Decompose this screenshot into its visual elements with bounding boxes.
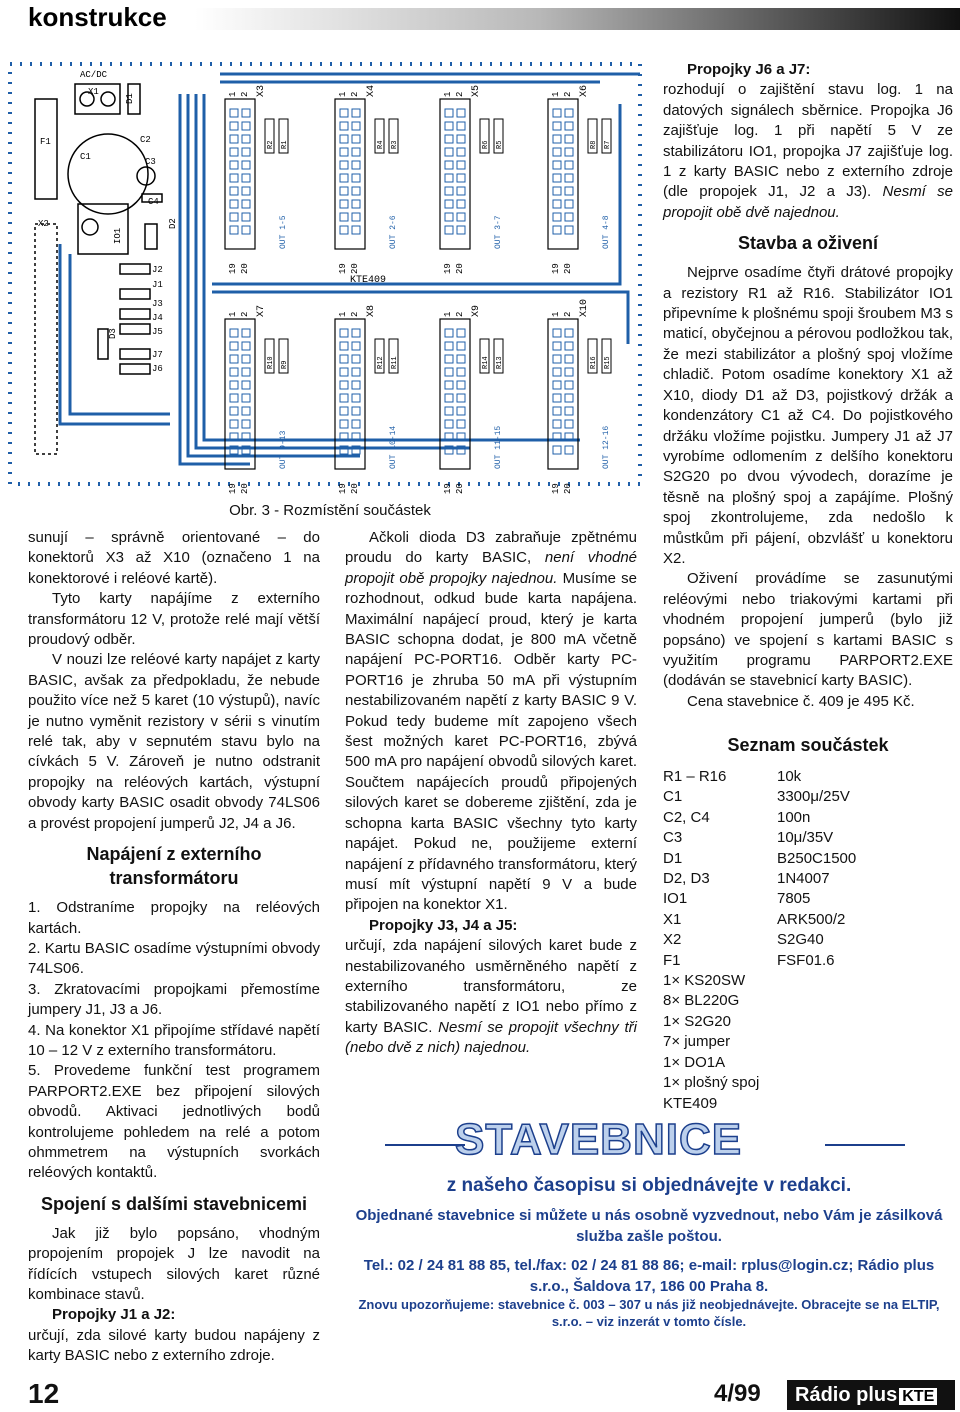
resistor-label: R1	[281, 140, 289, 149]
output-label: OUT 3-7	[494, 215, 503, 249]
subheading: Spojení s dalšími stavebnicemi	[40, 1193, 308, 1214]
step-5: 5. Provedeme funkční test programem PARPORT2.EXE bez připojení silových obvodů. Aktivaci jednotlivých bodů kontrolujeme pohledem na relé a potom ohmmetrem na výstupních svorkách reléových kontaktů.	[28, 1062, 320, 1182]
price-line: Cena stavebnice č. 409 je 495 Kč.	[687, 692, 915, 710]
figure-caption: Obr. 3 - Rozmístění součástek	[229, 502, 431, 519]
parts-row	[663, 767, 953, 787]
pin-label: 1	[551, 311, 561, 317]
connector-group	[225, 85, 612, 494]
step-4: 4. Na konektor X1 připojíme střídavé napětí 10 – 12 V z externího transformátoru.	[28, 1021, 320, 1059]
output-label: OUT 9-13	[279, 430, 288, 469]
subheading: Stavba a oživení	[737, 233, 879, 254]
pin-label: 19	[443, 483, 453, 494]
output-label: OUT 1-5	[279, 215, 288, 249]
part-ref: R1 – R16	[663, 768, 727, 785]
pin-label: 1	[443, 91, 453, 97]
parts-row	[663, 869, 953, 889]
connector-x4	[335, 85, 399, 274]
label-x1: X1	[88, 87, 99, 97]
decor-line	[825, 1144, 905, 1146]
connector-name: X4	[366, 84, 377, 97]
part-value: 100n	[777, 808, 811, 826]
resistor-label: R4	[377, 140, 385, 149]
connector-name: X5	[471, 84, 482, 97]
paragraph: určují, zda silové karty budou napájeny z karty BASIC nebo z externího zdroje.	[28, 1326, 320, 1365]
step-1: 1. Odstraníme propojky na reléových kartách.	[28, 899, 320, 937]
label-j6: J6	[152, 364, 163, 374]
part-ref: F1	[663, 951, 681, 969]
connector-name: X8	[366, 304, 377, 317]
parts-row	[663, 1073, 953, 1114]
parts-row	[663, 951, 953, 971]
pin-label: 1	[338, 311, 348, 317]
resistor-label: R13	[496, 356, 504, 369]
pin-label: 1	[228, 311, 238, 317]
resistor-label: R10	[267, 356, 275, 369]
column-2	[345, 528, 637, 1059]
stavebnice-promo	[345, 1110, 953, 1332]
pin-label: 2	[563, 311, 573, 317]
label-d3: D3	[108, 328, 118, 339]
resistor-label: R7	[604, 140, 612, 149]
resistor-label: R6	[482, 140, 490, 149]
pin-label: 1	[228, 91, 238, 97]
paragraph: Tyto karty napájíme z externího transformátoru 12 V, protože relé mají větší proudový odběr.	[28, 590, 320, 649]
promo-notice: Znovu upozorňujeme: stavebnice č. 003 – 307 u nás již neobjednávejte. Obracejte se na ELTIP, s.r.o. – viz inzerát v tomto čísle.	[358, 1297, 940, 1329]
promo-line-1: z našeho časopisu si objednávejte v redakci.	[446, 1175, 852, 1196]
pin-label: 19	[338, 263, 348, 274]
connector-x9	[440, 305, 504, 494]
part-ref: C3	[663, 829, 683, 847]
page-header	[0, 0, 960, 38]
part-ref: C1	[663, 788, 683, 806]
part-value: 3300μ/25V	[777, 788, 850, 806]
part-value: S2G40	[777, 931, 824, 949]
part-value: B250C1500	[777, 849, 857, 867]
minor-heading: Propojky J1 a J2:	[52, 1306, 176, 1324]
connector-name: X10	[579, 298, 590, 317]
pcb-layout-figure	[0, 44, 660, 500]
parts-row	[663, 930, 953, 950]
resistor-label: R2	[267, 140, 275, 149]
pcb-id-label: KTE409	[350, 275, 387, 286]
part-ref: C2, C4	[663, 808, 710, 826]
decor-line	[385, 1144, 465, 1146]
part-value: 7805	[777, 890, 811, 908]
pin-label: 20	[563, 263, 573, 274]
pin-label: 20	[455, 263, 465, 274]
label-j2: J2	[152, 265, 163, 275]
output-label: OUT 4-8	[602, 215, 611, 249]
step-2: 2. Kartu BASIC osadíme výstupními obvody 74LS06.	[28, 939, 320, 978]
parts-row	[663, 849, 953, 869]
step-3: 3. Zkratovacími propojkami přemostíme jumpery J1, J3 a J6.	[28, 980, 320, 1019]
pin-label: 2	[350, 91, 360, 97]
part-value: 10μ/35V	[777, 829, 834, 847]
resistor-label: R14	[482, 356, 490, 369]
part-ref: 7× jumper	[663, 1033, 731, 1051]
parts-list	[663, 733, 953, 1114]
parts-row	[663, 991, 953, 1011]
paragraph: Ačkoli dioda D3 zabraňuje zpětnému proudu do karty BASIC, není vhodné propojit obě propojky najednou. Musíme se rozhodnout, odkud bude karta napájena. Maximální napájecí proud, který je karta BASIC schopna dodat, je 800 mA včetně napájení PC-PORT16. Odběr karty PC-PORT16 je zhruba 50 mA při výstupním nestabilizovaném napětí z karty BASIC 9 V. Pokud tedy budeme mít zapojeno všech šest možných karet PC-PORT16, zbývá 500 mA pro napájení obvodů silových karet. Součtem napájecích proudů připojených silových karet se dobereme zjištění, zda je schopna karta BASIC všechny tyto karty napájet. Pokud ne, použijeme externí napájení z přídavného transformátoru, který musí mít výstupní napětí 9 V a bude připojen na konektor X1.	[345, 529, 637, 914]
page-number: 12	[28, 1378, 60, 1409]
output-label: OUT 2-6	[389, 215, 398, 249]
part-ref: IO1	[663, 890, 688, 908]
part-value: FSF01.6	[777, 951, 835, 969]
pin-label: 19	[338, 483, 348, 494]
parts-row	[663, 971, 953, 991]
promo-title: STAVEBNICE	[455, 1115, 743, 1164]
label-c4: C4	[148, 197, 159, 207]
output-label: OUT 10-14	[389, 425, 398, 469]
pin-label: 2	[350, 311, 360, 317]
connector-x10	[548, 299, 612, 494]
connector-x6	[548, 85, 612, 274]
resistor-label: R5	[496, 140, 504, 149]
label-io1: IO1	[113, 227, 123, 244]
label-x2: X2	[38, 219, 49, 229]
resistor-label: R8	[590, 140, 598, 149]
pin-label: 1	[338, 91, 348, 97]
connector-name: X7	[256, 304, 267, 317]
resistor-label: R12	[377, 356, 385, 369]
pin-label: 20	[455, 483, 465, 494]
label-j3: J3	[152, 299, 163, 309]
issue-number: 4/99	[714, 1380, 761, 1407]
parts-row	[663, 1053, 953, 1073]
resistor-label: R16	[590, 356, 598, 369]
part-ref: 1× plošný spoj KTE409	[663, 1074, 760, 1112]
pin-label: 19	[443, 263, 453, 274]
label-j1: J1	[152, 280, 163, 290]
connector-name: X9	[471, 304, 482, 317]
paragraph: Nejprve osadíme čtyři drátové propojky a rezistory R1 až R16. Stabilizátor IO1 připevníme k plošnému spoji šroubem M3 s maticí, obyčejnou a pérovou podložkou tak, že mezi stabilizátor a plošný spoj vložíme chladič. Potom osadíme konektory X1 až X10, diody D1 až D3, pojistkový držák a kondenzátory C1 až C4. Do pojistkového držáku vložíme pojistku. Jumpery J1 až J7 vyrobíme odlomením z delšího konektoru S2G20 po dvou vývodech, dorazíme je těsně na plošný spoj a zapájíme. Plošný spoj zkontrolujeme, zda nedošlo k můstkům při pájení, obzvlášť u konektoru X2.	[663, 264, 953, 567]
pin-label: 19	[228, 483, 238, 494]
part-ref: D2, D3	[663, 870, 710, 888]
pin-label: 20	[240, 263, 250, 274]
connector-x3	[225, 85, 289, 274]
label-j7: J7	[152, 350, 163, 360]
label-j4: J4	[152, 313, 163, 323]
parts-row	[663, 1012, 953, 1032]
parts-row	[663, 1032, 953, 1052]
pin-label: 19	[551, 483, 561, 494]
part-ref: 8× BL220G	[663, 992, 740, 1010]
pin-label: 1	[443, 311, 453, 317]
parts-row	[663, 787, 953, 807]
promo-line-2: Objednané stavebnice si můžete u nás osobně vyzvednout, nebo Vám je zásilková služba zašle poštou.	[355, 1207, 943, 1245]
label-c3: C3	[145, 157, 156, 167]
label-j5: J5	[152, 327, 163, 337]
connector-name: X6	[579, 84, 590, 97]
minor-heading: Propojky J6 a J7:	[687, 61, 811, 78]
paragraph: rozhodují o zajištění stavu log. 1 na datových signálech sběrnice. Propojka J6 zajišťuje log. 1 při napětí 5 V ze stabilizátoru IO1, propojka J7 zajišťuje log. 1 z karty BASIC nebo z externího zdroje (dle propojek J1, J2 a J3). Nesmí se propojit obě dvě najednou.	[663, 81, 953, 221]
part-ref: X1	[663, 910, 682, 928]
label-acdc: AC/DC	[80, 70, 108, 80]
magazine-brand: Rádio plus KTE	[787, 1380, 955, 1410]
paragraph: určují, zda napájení silových karet bude z nestabilizovaného usměrněného napětí z externího transformátoru, ze stabilizovaného napětí z IO1 nebo přímo z karty BASIC. Nesmí se propojit všechny tři (nebo dvě z nich) najednou.	[345, 937, 637, 1057]
label-d2: D2	[168, 218, 178, 229]
label-d1: D1	[125, 93, 135, 104]
pin-label: 2	[455, 91, 465, 97]
section-title: konstrukce	[28, 2, 167, 32]
parts-row	[663, 910, 953, 930]
minor-heading: Propojky J3, J4 a J5:	[369, 916, 518, 934]
part-value: 10k	[777, 768, 802, 785]
part-ref: 1× S2G20	[663, 1012, 731, 1030]
part-value: 1N4007	[777, 870, 830, 888]
connector-x7	[225, 305, 289, 494]
label-c2: C2	[140, 135, 151, 145]
connector-x8	[335, 305, 399, 494]
paragraph: sunují – správně orientované – do konektorů X3 až X10 (označeno 1 na konektorové i reléové kartě).	[28, 529, 320, 587]
output-label: OUT 12-16	[602, 425, 611, 469]
pin-label: 2	[240, 311, 250, 317]
paragraph: V nouzi lze reléové karty napájet z karty BASIC, avšak za předpokladu, že nebude použito více než 5 karet (10 výstupů), navíc je nutno vyměnit rezistory v sérii s vinutím relé tak, aby v sepnutém stavu bylo na cívkách 5 V. Zároveň je nutno odstranit propojky na reléových kartách, výstupní obvody karty BASIC osadit obvody 74LS06 a provést propojení jumperů J2, J4 a J6.	[28, 651, 320, 832]
parts-row	[663, 889, 953, 909]
pin-label: 19	[228, 263, 238, 274]
pin-label: 2	[240, 91, 250, 97]
brand-tag: KTE	[899, 1388, 937, 1405]
parts-row	[663, 828, 953, 848]
label-c1: C1	[80, 152, 91, 162]
part-ref: 1× DO1A	[663, 1053, 726, 1071]
pin-label: 1	[551, 91, 561, 97]
subheading: Napájení z externího transformátoru	[86, 844, 262, 889]
resistor-label: R15	[604, 356, 612, 369]
resistor-label: R11	[391, 356, 399, 369]
part-ref: 1× KS20SW	[663, 972, 746, 990]
paragraph: Jak již bylo popsáno, vhodným propojením propojek J lze navodit na řídících vstupech silových karet různé kombinace stavů.	[28, 1224, 320, 1303]
part-value: ARK500/2	[777, 910, 846, 928]
parts-row	[663, 808, 953, 828]
resistor-label: R3	[391, 140, 399, 149]
part-ref: X2	[663, 931, 682, 949]
pin-label: 20	[240, 483, 250, 494]
pin-label: 20	[563, 483, 573, 494]
column-1	[28, 528, 320, 1367]
paragraph: Oživení provádíme se zasunutými reléovými nebo triakovými kartami při vhodném propojení jumperů (bylo již popsáno) ve spojení s kartami BASIC s využitím programu PARPORT2.EXE (dodáván se stavebnicí karty BASIC).	[663, 570, 953, 690]
column-3	[663, 60, 953, 712]
pin-label: 19	[551, 263, 561, 274]
connector-name: X3	[256, 84, 267, 97]
connector-x5	[440, 85, 504, 274]
part-ref: D1	[663, 849, 683, 867]
promo-contact: Tel.: 02 / 24 81 88 85, tel./fax: 02 / 24 81 88 86; e-mail: rplus@login.cz; Rádio plus s.r.o., Šaldova 17, 186 00 Praha 8.	[363, 1257, 935, 1295]
pin-label: 2	[563, 91, 573, 97]
resistor-label: R9	[281, 360, 289, 369]
parts-heading: Seznam součástek	[727, 735, 889, 755]
label-f1: F1	[40, 137, 51, 147]
output-label: OUT 11-15	[494, 425, 503, 469]
header-gradient-bar	[195, 8, 960, 30]
pin-label: 2	[455, 311, 465, 317]
pin-label: 20	[350, 263, 360, 274]
pin-label: 20	[350, 483, 360, 494]
